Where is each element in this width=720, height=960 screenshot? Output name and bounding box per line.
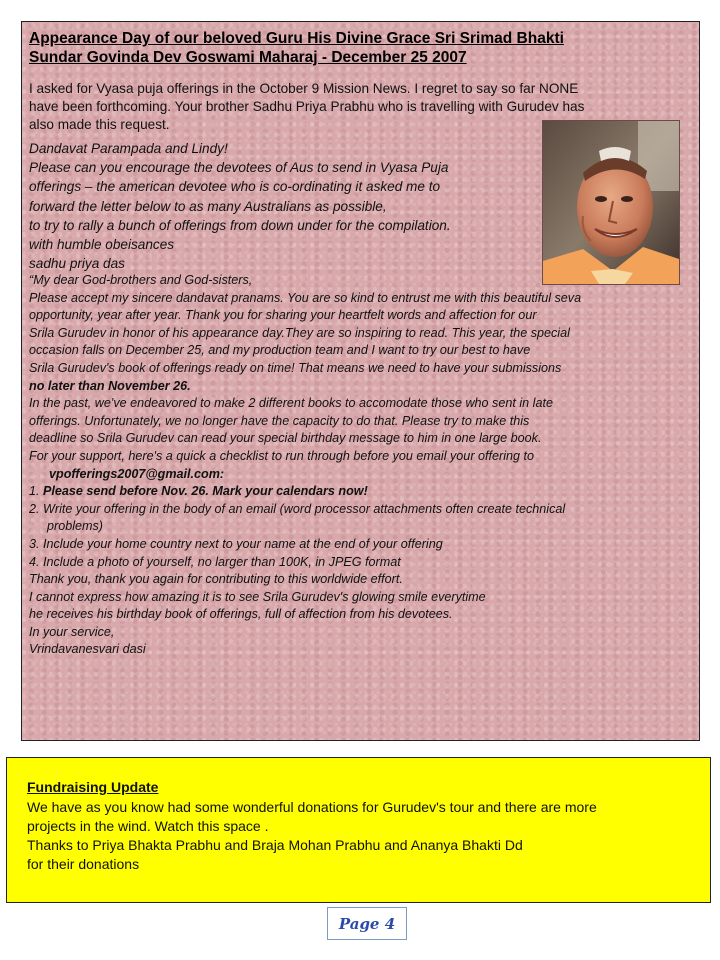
note-line: to try to rally a bunch of offerings from down under for the compilation. [29, 217, 451, 233]
portrait-photo [542, 120, 680, 285]
letter-closing: In your service, [29, 624, 115, 639]
intro-line: I asked for Vyasa puja offerings in the October 9 Mission News. I regret to say so far NONE [29, 81, 579, 96]
submission-deadline: no later than November 26. [29, 378, 191, 393]
checklist-item-2: 2. Write your offering in the body of an email (word processor attachments often create technical [29, 501, 566, 516]
letter-line: offerings. Unfortunately, we no longer have the capacity to do that. Please try to make this [29, 413, 530, 428]
checklist-item-4: 4. Include a photo of yourself, no larger than 100K, in JPEG format [29, 554, 401, 569]
checklist-number: 1. [29, 484, 44, 499]
coordinator-letter [29, 272, 694, 659]
note-line: sadhu priya das [29, 256, 125, 272]
fundraising-panel [6, 757, 711, 903]
fundraising-body [27, 798, 702, 874]
letter-line: Srila Gurudev's book of offerings ready on time! That means we need to have your submissions [29, 360, 562, 375]
intro-line: have been forthcoming. Your brother Sadhu Priya Prabhu who is travelling with Gurudev has [29, 99, 585, 114]
letter-line: opportunity, year after year. Thank you for sharing your heartfelt words and affection for our [29, 308, 537, 323]
letter-line: Thank you, thank you again for contributing to this worldwide effort. [29, 572, 403, 587]
headline-line-1: Appearance Day of our beloved Guru His Divine Grace Sri Srimad Bhakti [29, 30, 564, 47]
note-line: offerings – the american devotee who is co-ordinating it asked me to [29, 179, 441, 195]
page-number-box [327, 907, 407, 940]
letter-line: In the past, we've endeavored to make 2 different books to accomodate those who sent in late [29, 396, 553, 411]
note-line: Please can you encourage the devotees of Aus to send in Vyasa Puja [29, 160, 449, 176]
forwarded-note [29, 139, 529, 273]
letter-line: deadline so Srila Gurudev can read your special birthday message to him in one large book. [29, 431, 542, 446]
checklist-item-2-continued: problems) [47, 519, 103, 534]
checklist-item-1 [29, 483, 694, 501]
note-line: with humble obeisances [29, 237, 175, 253]
fundraising-title: Fundraising Update [27, 779, 159, 795]
page-number: Page 4 [338, 914, 396, 933]
letter-line: Please accept my sincere dandavat pranams. You are so kind to entrust me with this beautiful seva [29, 290, 582, 305]
note-line: forward the letter below to as many Australians as possible, [29, 198, 387, 214]
submission-email[interactable]: vpofferings2007@gmail.com: [49, 466, 225, 481]
letter-line: I cannot express how amazing it is to see Srila Gurudev's glowing smile everytime [29, 589, 486, 604]
fundraising-line: Thanks to Priya Bhakta Prabhu and Braja Mohan Prabhu and Ananya Bhakti Dd [27, 837, 523, 853]
letter-line: For your support, here's a quick a checklist to run through before you email your offering to [29, 448, 535, 463]
checklist-item-1-text: Please send before Nov. 26. Mark your calendars now! [43, 484, 368, 499]
letter-line: Srila Gurudev in honor of his appearance day.They are so inspiring to read. This year, the special [29, 325, 570, 340]
letter-line: occasion falls on December 25, and my production team and I want to try our best to have [29, 343, 531, 358]
letter-signature: Vrindavanesvari dasi [29, 642, 146, 657]
fundraising-line: We have as you know had some wonderful donations for Gurudev's tour and there are more [27, 799, 597, 815]
fundraising-line: projects in the wind. Watch this space . [27, 818, 269, 834]
letter-line: he receives his birthday book of offerings, full of affection from his devotees. [29, 607, 453, 622]
fundraising-line: for their donations [27, 856, 140, 872]
article-panel [21, 21, 700, 741]
intro-line: also made this request. [29, 117, 170, 132]
article-headline [29, 29, 689, 67]
letter-line: “My dear God-brothers and God-sisters, [29, 273, 253, 287]
note-line: Dandavat Parampada and Lindy! [29, 141, 228, 156]
headline-line-2: Sundar Govinda Dev Goswami Maharaj - December 25 2007 [29, 49, 467, 66]
checklist-item-3: 3. Include your home country next to your name at the end of your offering [29, 536, 443, 551]
